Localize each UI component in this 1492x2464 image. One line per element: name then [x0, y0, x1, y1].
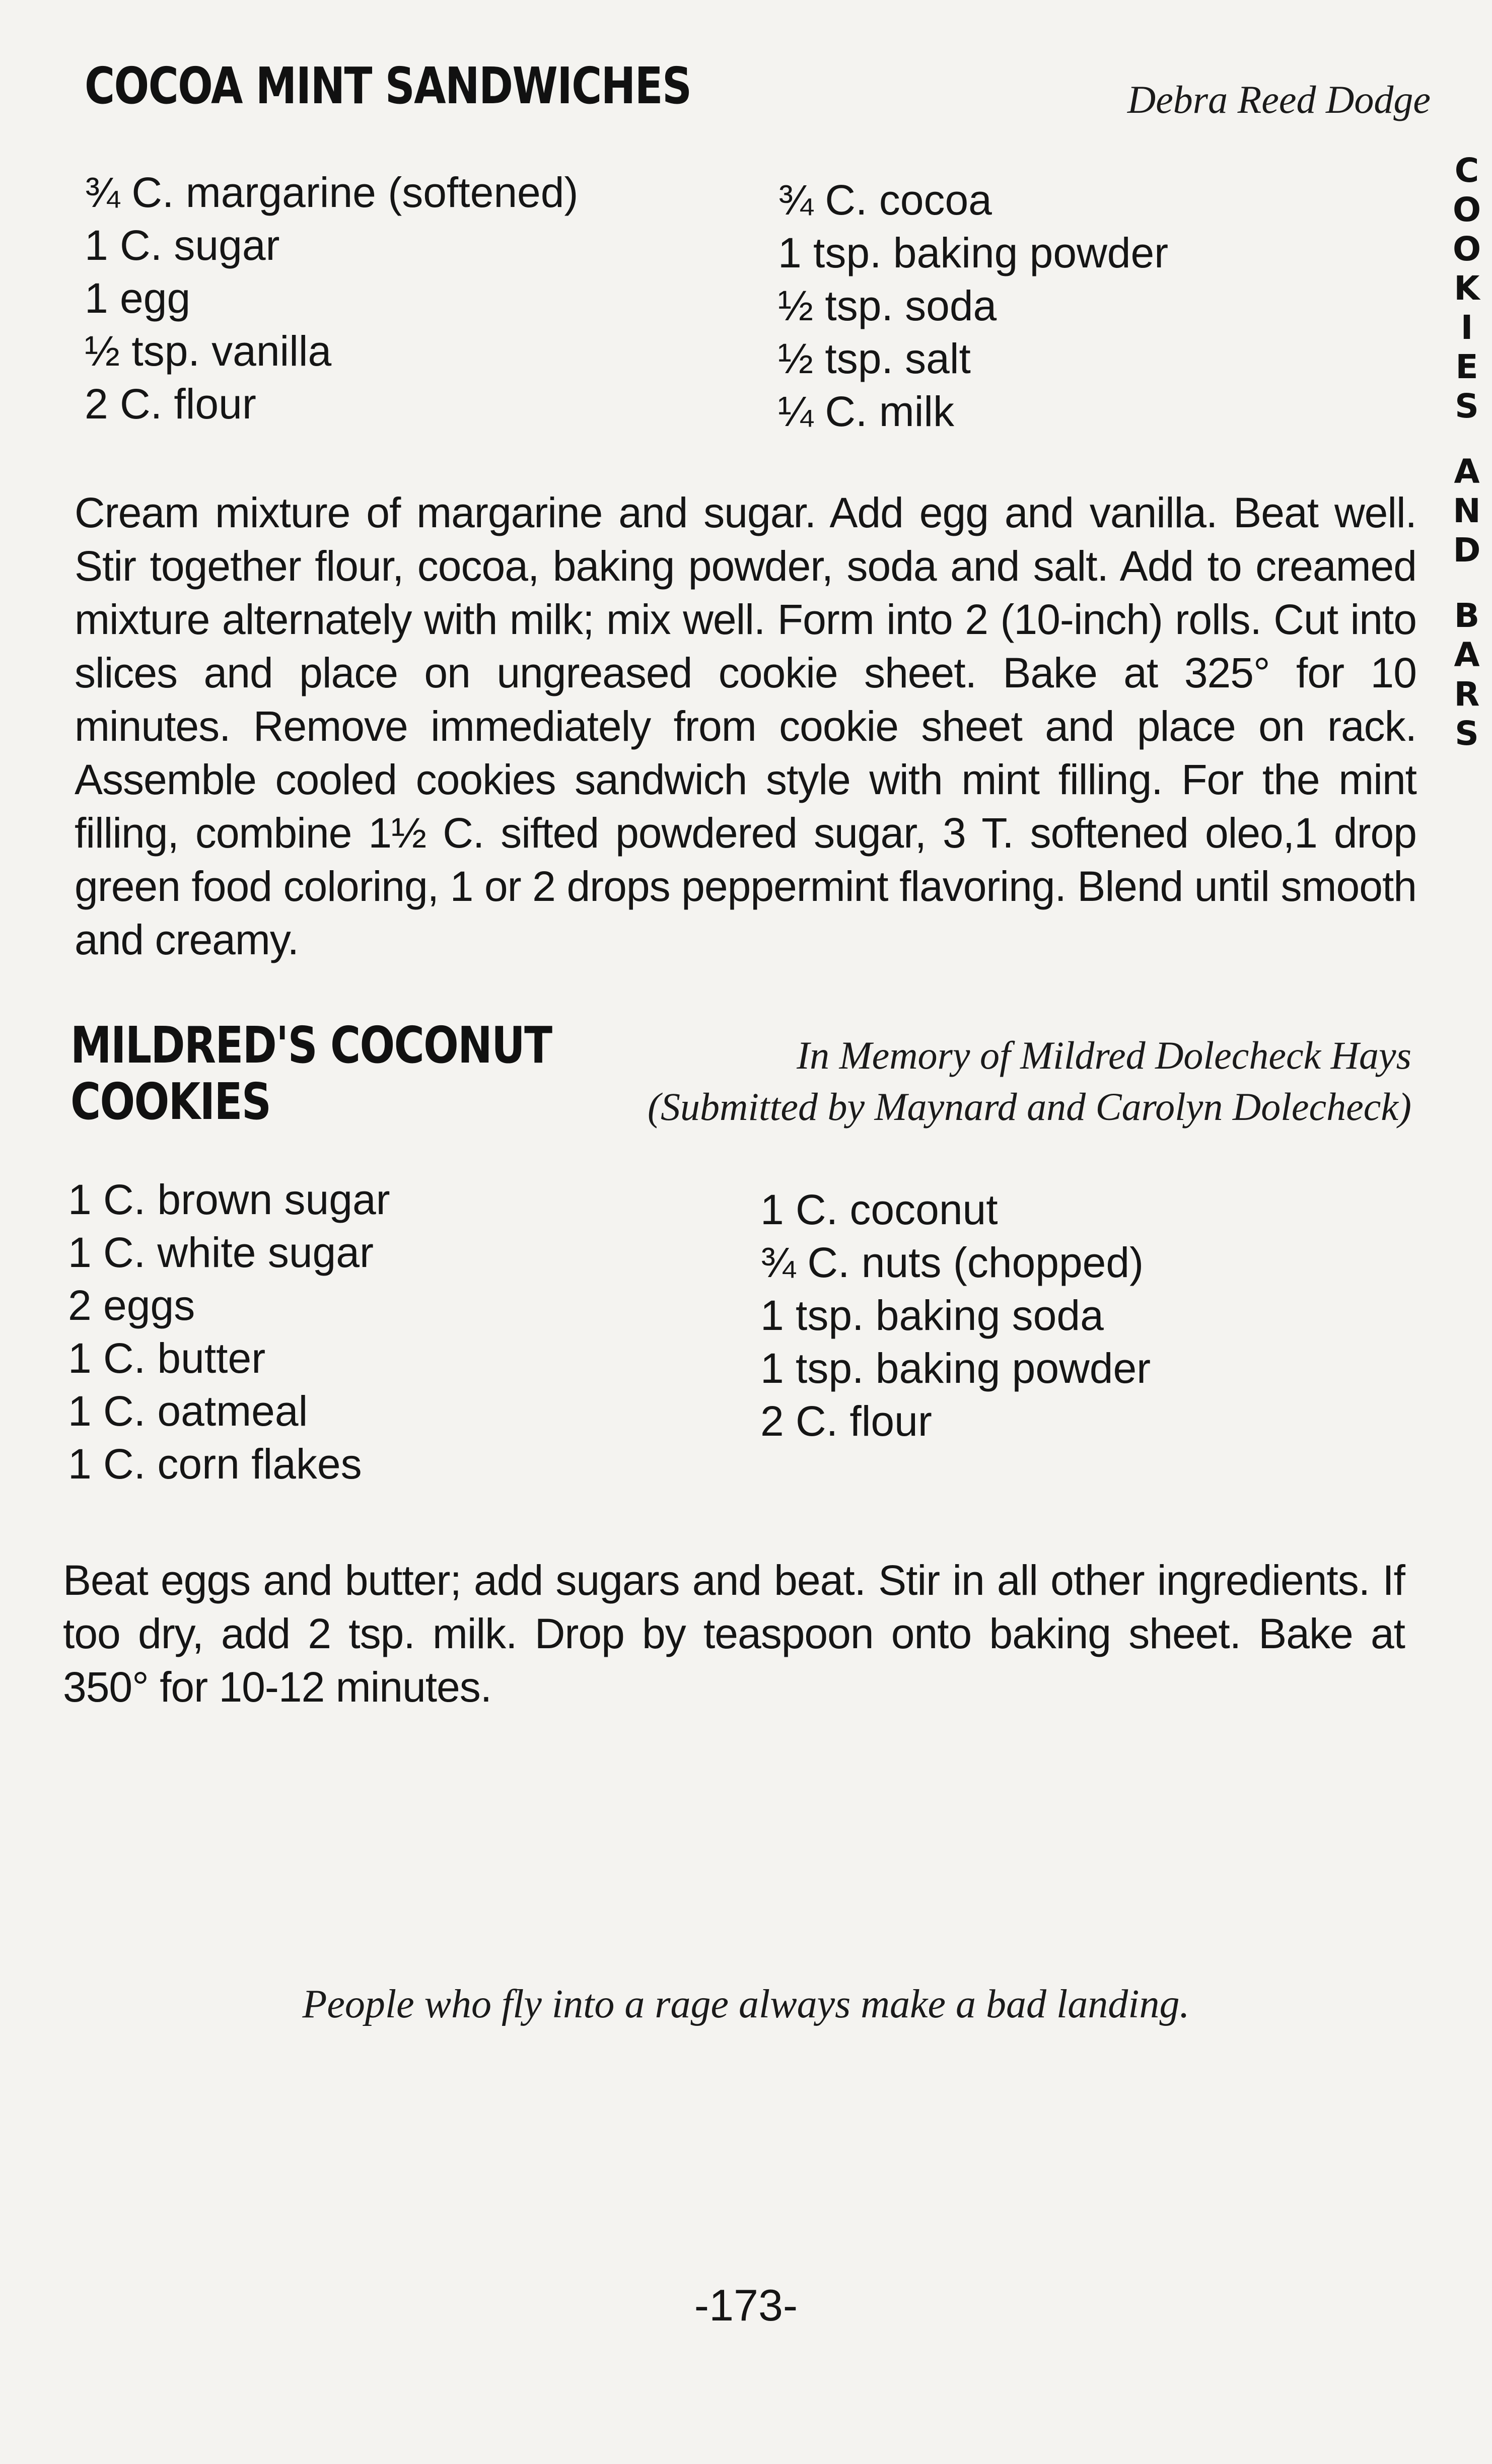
ingredient-item: 2 C. flour — [85, 380, 256, 428]
side-tab-letter: E — [1455, 347, 1478, 386]
side-tab-letter: C — [1454, 151, 1479, 190]
side-tab-letter: B — [1454, 596, 1480, 635]
side-tab-letter: I — [1460, 308, 1473, 347]
ingredient-item: 1 C. brown sugar — [68, 1176, 390, 1223]
side-tab-letter: N — [1453, 491, 1481, 530]
side-tab-letter: A — [1454, 452, 1480, 491]
recipe-memory-note: In Memory of Mildred Dolecheck Hays — [797, 1033, 1411, 1077]
ingredient-item: ¼ C. milk — [778, 388, 955, 435]
side-tab-gap — [1449, 570, 1484, 596]
ingredient-item: ½ tsp. soda — [778, 282, 997, 329]
recipe-author: Debra Reed Dodge — [1127, 78, 1431, 121]
recipe-title-line: COOKIES — [70, 1072, 271, 1131]
ingredient-item: 1 tsp. baking soda — [760, 1292, 1104, 1339]
ingredient-item: ½ tsp. salt — [778, 335, 971, 382]
side-tab-gap — [1449, 426, 1484, 452]
ingredient-list-left — [85, 166, 578, 431]
ingredient-item: 1 C. sugar — [85, 222, 280, 269]
ingredient-item: 1 tsp. baking powder — [760, 1345, 1151, 1392]
ingredient-item: 1 C. oatmeal — [68, 1387, 308, 1435]
side-tab-letter: R — [1454, 675, 1480, 714]
ingredient-item: ¾ C. nuts (chopped) — [760, 1239, 1144, 1286]
side-tab-letter: S — [1455, 714, 1479, 753]
ingredient-list-right — [760, 1183, 1151, 1448]
ingredient-item: 1 tsp. baking powder — [778, 229, 1169, 276]
page-number: -173- — [694, 2280, 798, 2330]
side-tab-letter: A — [1454, 636, 1480, 674]
recipe-directions: Cream mixture of margarine and sugar. Add egg and vanilla. Beat well. Stir together flour, cocoa, baking powder, soda and salt. Add to creamed mixture alternately with milk; mix well. Form into 2 (10-inch) rolls. Cut into slices and place on ungreased cookie sheet. Bake at 325° for 10 minutes. Remove immediately from cookie sheet and place on rack. Assemble cooled cookies sandwich style with mint filling. For the mint filling, combine 1½ C. sifted powdered sugar, 3 T. softened oleo,1 drop green food coloring, 1 or 2 drops peppermint flavoring. Blend until smooth and creamy. — [75, 489, 1416, 963]
ingredient-item: 2 eggs — [68, 1282, 195, 1329]
side-tab-letter: O — [1452, 230, 1481, 268]
side-tab-letter: K — [1454, 269, 1480, 308]
ingredient-list-right — [778, 174, 1168, 438]
side-tab-letter: O — [1452, 190, 1481, 229]
ingredient-item: 1 C. white sugar — [68, 1229, 374, 1276]
ingredient-item: 1 C. corn flakes — [68, 1440, 362, 1488]
side-tab-letter: D — [1453, 531, 1481, 570]
chapter-side-tab — [1449, 151, 1484, 753]
ingredient-item: 1 egg — [85, 274, 191, 322]
ingredient-item: ¾ C. margarine (softened) — [85, 169, 579, 216]
recipe-title-cocoa-mint: COCOA MINT SANDWICHES — [85, 56, 691, 115]
ingredient-list-left — [68, 1173, 390, 1491]
page-quote: People who fly into a rage always make a bad landing. — [302, 1982, 1190, 2026]
ingredient-item: 1 C. coconut — [760, 1186, 998, 1233]
recipe-directions: Beat eggs and butter; add sugars and beat. Stir in all other ingredients. If too dry, add 2 tsp. milk. Drop by teaspoon onto baking sheet. Bake at 350° for 10-12 minutes. — [63, 1557, 1405, 1711]
ingredient-item: ¾ C. cocoa — [778, 176, 992, 224]
ingredient-item: 2 C. flour — [760, 1397, 932, 1445]
side-tab-letter: S — [1455, 387, 1479, 426]
recipe-submitted-by: (Submitted by Maynard and Carolyn Dolecheck) — [648, 1085, 1411, 1129]
ingredient-item: 1 C. butter — [68, 1334, 266, 1382]
recipe-title-line: MILDRED'S COCONUT — [70, 1016, 552, 1075]
ingredient-item: ½ tsp. vanilla — [85, 327, 332, 375]
